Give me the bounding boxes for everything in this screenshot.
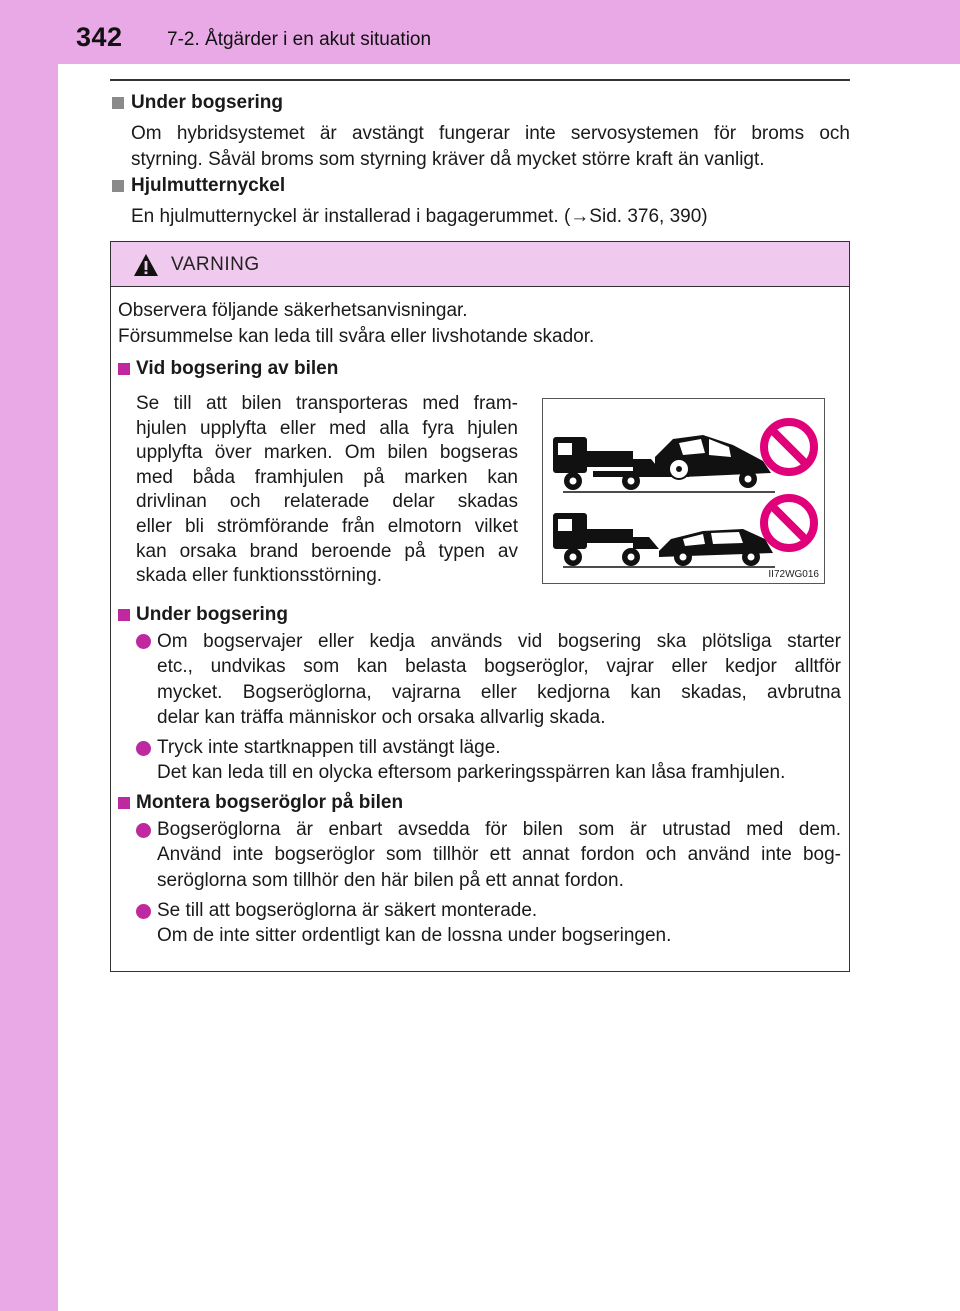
page-number: 342 (76, 22, 123, 52)
tow-truck-bottom (553, 513, 659, 566)
section-body: Om hybridsystemet är avstängt fungerar inte servosystemen för broms och styrning. Såväl broms som styrning kräver då mycket större kraft än vanligt. (131, 123, 850, 170)
lifted-car-top (655, 435, 771, 488)
prohibited-icon (764, 422, 814, 472)
warning-header (111, 242, 849, 287)
round-bullet-icon (136, 823, 151, 838)
tow-truck-illustration (543, 399, 826, 585)
warning-intro-1: Observera följande säkerhetsanvisningar. (118, 300, 468, 321)
square-bullet-icon (118, 609, 130, 621)
under-towing-heading: Under bogsering (136, 604, 289, 625)
page-side-band (0, 0, 58, 1311)
figure-code: II72WG016 (768, 569, 819, 580)
warning-title: VARNING (171, 254, 260, 275)
round-bullet-icon (136, 634, 151, 649)
round-bullet-icon (136, 741, 151, 756)
round-bullet-icon (136, 904, 151, 919)
section-heading: Under bogsering (110, 90, 850, 116)
under-bullet-2: Tryck inte startknappen till avstängt läge. Det kan leda till en olycka eftersom parkeringsspärren kan låsa framhjulen. (157, 737, 786, 784)
square-bullet-icon (118, 363, 130, 375)
mount-bullet-1: Bogseröglorna är enbart avsedda för bilen som är utrustad med dem. Använd inte bogseröglor som tillhör ett annat fordon och använd inte bog- seröglorna som tillhör den här bilen på ett annat fordon. (157, 819, 841, 891)
warning-intro-2: Försummelse kan leda till svåra eller livshotande skador. (118, 326, 595, 347)
section-heading: Hjulmutternyckel (110, 173, 850, 199)
square-bullet-icon (112, 97, 124, 109)
towing-illustration (542, 398, 825, 584)
square-bullet-icon (112, 180, 124, 192)
car-on-ground-bottom (659, 529, 773, 566)
towing-paragraph: Se till att bilen transporteras med fram- hjulen upplyfta eller med alla fyra hjulen upplyfta över marken. Om bilen bogseras med båda framhjulen på marken kan drivlinan och relaterade delar skadas eller bli strömförande från elmotorn vilket kan orsaka brand beroende på typen av skada eller funktionsstörning. (136, 393, 518, 587)
prohibited-icon (764, 498, 814, 548)
mount-heading: Montera bogseröglor på bilen (136, 792, 404, 813)
towing-heading: Vid bogsering av bilen (136, 358, 339, 379)
mount-bullet-2: Se till att bogseröglorna är säkert monterade. Om de inte sitter ordentligt kan de lossna under bogseringen. (157, 900, 672, 947)
under-bullet-1: Om bogservajer eller kedja används vid bogsering ska plötsliga starter etc., undvikas som kan belasta bogseröglor, vajrar eller kedjor alltför mycket. Bogseröglorna, vajrarna eller kedjorna kan skadas, avbrutna delar kan träffa människor och orsaka allvarlig skada. (157, 631, 841, 728)
warning-triangle-icon (133, 253, 159, 277)
square-bullet-icon (118, 797, 130, 809)
section-body: En hjulmutternyckel är installerad i bagagerummet. (→Sid. 376, 390) (131, 206, 708, 227)
section-under-bogsering (110, 90, 850, 173)
chapter-title: 7-2. Åtgärder i en akut situation (167, 29, 432, 50)
header-rule (110, 79, 850, 81)
section-hjulmutternyckel (110, 173, 850, 230)
